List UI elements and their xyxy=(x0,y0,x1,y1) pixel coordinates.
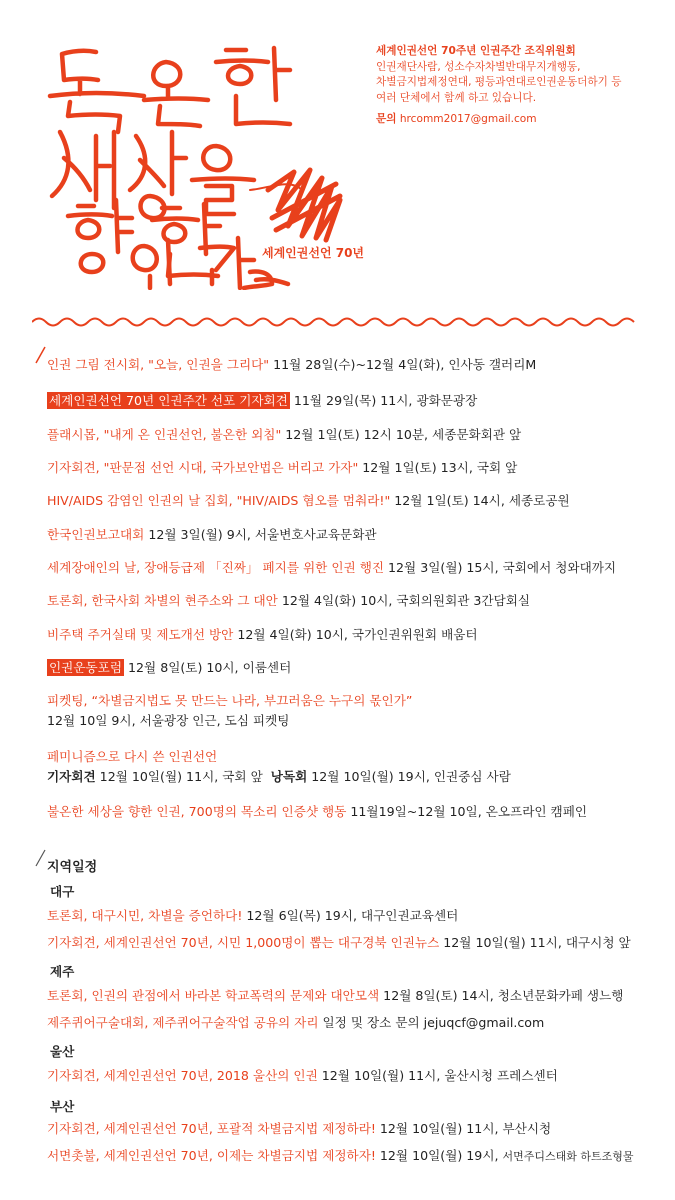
event-detail: 12월 1일(토) 12시 10분, 세종문화회관 앞 xyxy=(281,427,522,442)
region-busan: 부산 xyxy=(50,1099,75,1114)
event-part-label: 기자회견 xyxy=(47,769,96,784)
event-detail: 12월 1일(토) 13시, 국회 앞 xyxy=(358,460,518,475)
event-title: 피켓팅, “차별금지법도 못 만드는 나라, 부끄러움은 누구의 몫인가” xyxy=(47,693,413,708)
region-jeju: 제주 xyxy=(50,964,75,979)
event-item xyxy=(47,459,517,476)
event-part-detail: 12월 10일(월) 11시, 국회 앞 xyxy=(95,769,263,784)
event-item xyxy=(47,626,478,643)
wave-divider xyxy=(32,315,642,329)
event-title: HIV/AIDS 감염인 인권의 날 집회, "HIV/AIDS 혐오를 멈춰라!" xyxy=(47,493,391,508)
event-item xyxy=(47,748,511,785)
region-daegu: 대구 xyxy=(50,884,75,899)
event-detail: 11월19일~12월 10일, 온오프라인 캠페인 xyxy=(346,804,588,819)
event-title: 불온한 세상을 향한 인권, 700명의 목소리 인증샷 행동 xyxy=(47,804,347,819)
event-item xyxy=(47,1147,634,1165)
event-item xyxy=(47,1120,551,1137)
event-detail: 12월 10일 9시, 서울광장 인근, 도심 피켓팅 xyxy=(47,713,290,728)
event-item xyxy=(47,803,587,820)
event-detail: 12월 6일(목) 19시, 대구인권교육센터 xyxy=(242,908,459,923)
event-item xyxy=(47,356,536,373)
organizer-members-line-2: 차별금지법제정연대, 평등과연대로인권운동더하기 등 xyxy=(376,76,622,88)
event-detail: 12월 10일(월) 11시, 부산시청 xyxy=(375,1121,552,1136)
event-part-detail: 12월 10일(월) 19시, 인권중심 사람 xyxy=(307,769,511,784)
event-item xyxy=(47,1067,558,1084)
event-subline xyxy=(47,768,511,785)
event-detail: 12월 10일(월) 11시, 대구시청 앞 xyxy=(439,935,631,950)
event-title: 토론회, 대구시민, 차별을 증언하다! xyxy=(47,908,243,923)
event-title: 플래시몹, "내게 온 인권선언, 불온한 외침" xyxy=(47,427,282,442)
contact-email[interactable]: hrcomm2017@gmail.com xyxy=(399,113,537,125)
event-title: 제주퀴어구술대회, 제주퀴어구술작업 공유의 자리 xyxy=(47,1015,319,1030)
organizer-members-line-1: 인권재단사람, 성소수자차별반대무지개행동, xyxy=(376,60,581,73)
event-detail: 12월 8일(토) 14시, 청소년문화카페 생느행 xyxy=(379,988,624,1003)
slash-mark xyxy=(33,345,47,365)
event-title: 기자회견, 세계인권선언 70년, 2018 울산의 인권 xyxy=(47,1068,318,1083)
event-title: 기자회견, "판문점 선언 시대, 국가보안법은 버리고 가자" xyxy=(47,460,359,475)
event-title: 토론회, 인권의 관점에서 바라본 학교폭력의 문제와 대안모색 xyxy=(47,988,380,1003)
event-item xyxy=(47,1014,544,1031)
event-item xyxy=(47,392,477,409)
event-detail-small: 서면주디스태화 하트조형물 xyxy=(502,1150,634,1163)
event-item xyxy=(47,559,616,576)
event-item xyxy=(47,692,412,729)
event-detail: 12월 10일(월) 11시, 울산시청 프레스센터 xyxy=(317,1068,558,1083)
event-detail: 12월 10일(월) 19시, xyxy=(375,1148,503,1163)
event-detail: 12월 1일(토) 14시, 세종로공원 xyxy=(390,493,570,508)
event-item xyxy=(47,907,458,924)
organizer-info xyxy=(376,44,666,128)
slash-mark xyxy=(33,848,47,868)
event-title: 비주택 주거실태 및 제도개선 방안 xyxy=(47,627,234,642)
event-item xyxy=(47,987,623,1004)
subtitle: 세계인권선언 70년 xyxy=(262,246,365,260)
event-title: 세계장애인의 날, 장애등급제 「진짜」 폐지를 위한 인권 행진 xyxy=(47,560,385,575)
contact-label: 문의 xyxy=(376,113,397,125)
event-item xyxy=(47,526,377,543)
event-item xyxy=(47,934,631,951)
event-title-highlight: 세계인권선언 70년 인권주간 선포 기자회견 xyxy=(49,393,288,408)
event-item xyxy=(47,659,291,676)
event-item xyxy=(47,592,530,609)
event-part-label: 낭독회 xyxy=(270,769,308,784)
event-title: 서면촛불, 세계인권선언 70년, 이제는 차별금지법 제정하자! xyxy=(47,1148,376,1163)
regional-title: 지역일정 xyxy=(47,860,98,875)
event-detail: 11월 28일(수)~12월 4일(화), 인사동 갤러리M xyxy=(269,357,537,372)
event-title: 기자회견, 세계인권선언 70년, 포괄적 차별금지법 제정하라! xyxy=(47,1121,376,1136)
event-detail: 12월 3일(월) 15시, 국회에서 청와대까지 xyxy=(384,560,617,575)
event-title: 토론회, 한국사회 차별의 현주소와 그 대안 xyxy=(47,593,278,608)
event-detail: 12월 3일(월) 9시, 서울변호사교육문화관 xyxy=(144,527,377,542)
organizer-members-line-3: 여러 단체에서 함께 하고 있습니다. xyxy=(376,91,537,104)
region-ulsan: 울산 xyxy=(50,1044,75,1059)
event-item xyxy=(47,426,521,443)
event-item xyxy=(47,492,570,509)
contact xyxy=(376,112,666,128)
event-title: 한국인권보고대회 xyxy=(47,527,145,542)
event-title: 페미니즘으로 다시 쓴 인권선언 xyxy=(47,749,218,764)
event-detail: 12월 4일(화) 10시, 국가인권위원회 배움터 xyxy=(233,627,478,642)
event-detail: 11월 29일(목) 11시, 광화문광장 xyxy=(289,393,478,408)
event-detail: 12월 4일(화) 10시, 국회의원회관 3간담회실 xyxy=(277,593,531,608)
event-title: 인권 그림 전시회, "오늘, 인권을 그리다" xyxy=(47,357,270,372)
organizer-title: 세계인권선언 70주년 인권주간 조직위원회 xyxy=(376,45,576,57)
event-title-highlight: 인권운동포럼 xyxy=(49,660,122,675)
event-detail: 12월 8일(토) 10시, 이룸센터 xyxy=(124,660,292,675)
event-title: 기자회견, 세계인권선언 70년, 시민 1,000명이 뽑는 대구경북 인권뉴스 xyxy=(47,935,440,950)
event-detail: 일정 및 장소 문의 jejuqcf@gmail.com xyxy=(318,1015,545,1030)
